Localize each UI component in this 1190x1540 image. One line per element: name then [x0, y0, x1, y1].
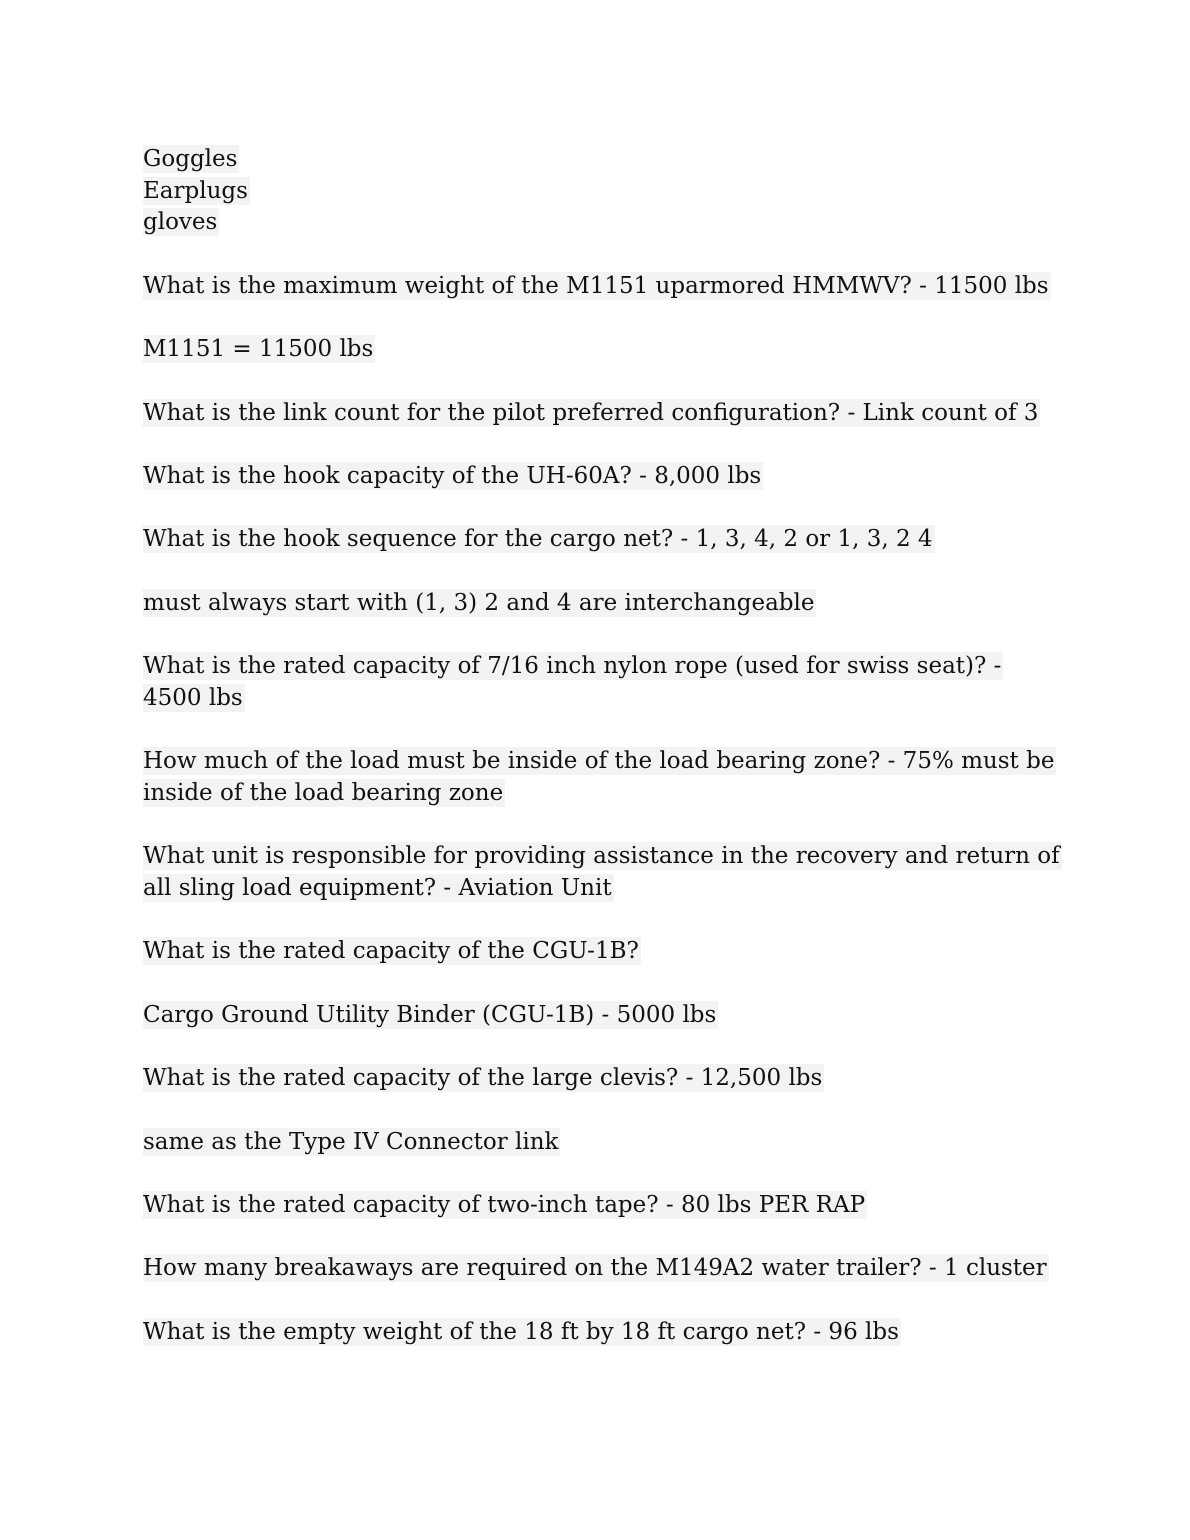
qa-entry: How much of the load must be inside of the load bearing zone? - 75% must be inside of the load bearing zone: [143, 748, 1055, 806]
qa-entry: What is the hook sequence for the cargo net? - 1, 3, 4, 2 or 1, 3, 2 4: [143, 526, 933, 553]
qa-note: same as the Type IV Connector link: [143, 1128, 559, 1155]
qa-entry: What is the rated capacity of the large clevis? - 12,500 lbs: [143, 1065, 823, 1092]
gear-item: Earplugs: [143, 177, 248, 204]
qa-note: Cargo Ground Utility Binder (CGU-1B) - 5000 lbs: [143, 1001, 717, 1028]
gear-item: Goggles: [143, 146, 238, 172]
gear-list: [143, 144, 1063, 239]
qa-entry: How many breakaways are required on the M149A2 water trailer? - 1 cluster: [143, 1255, 1047, 1282]
qa-entry: What is the rated capacity of 7/16 inch nylon rope (used for swiss seat)? - 4500 lbs: [143, 653, 1002, 711]
qa-entry: What is the empty weight of the 18 ft by 18 ft cargo net? - 96 lbs: [143, 1318, 899, 1345]
qa-entry: What is the rated capacity of two-inch tape? - 80 lbs PER RAP: [143, 1191, 866, 1218]
gear-item: gloves: [143, 209, 218, 236]
qa-entry: What is the maximum weight of the M1151 uparmored HMMWV? - 11500 lbs: [143, 272, 1049, 299]
qa-entry: What is the rated capacity of the CGU-1B?: [143, 938, 639, 965]
qa-note: must always start with (1, 3) 2 and 4 are interchangeable: [143, 589, 815, 616]
qa-note: M1151 = 11500 lbs: [143, 336, 374, 363]
qa-entry: What is the link count for the pilot preferred configuration? - Link count of 3: [143, 399, 1039, 426]
qa-entry: What is the hook capacity of the UH-60A? - 8,000 lbs: [143, 462, 762, 489]
qa-entry: What unit is responsible for providing assistance in the recovery and return of all sling load equipment? - Aviation Unit: [143, 843, 1060, 902]
document-page: [143, 144, 1063, 1380]
